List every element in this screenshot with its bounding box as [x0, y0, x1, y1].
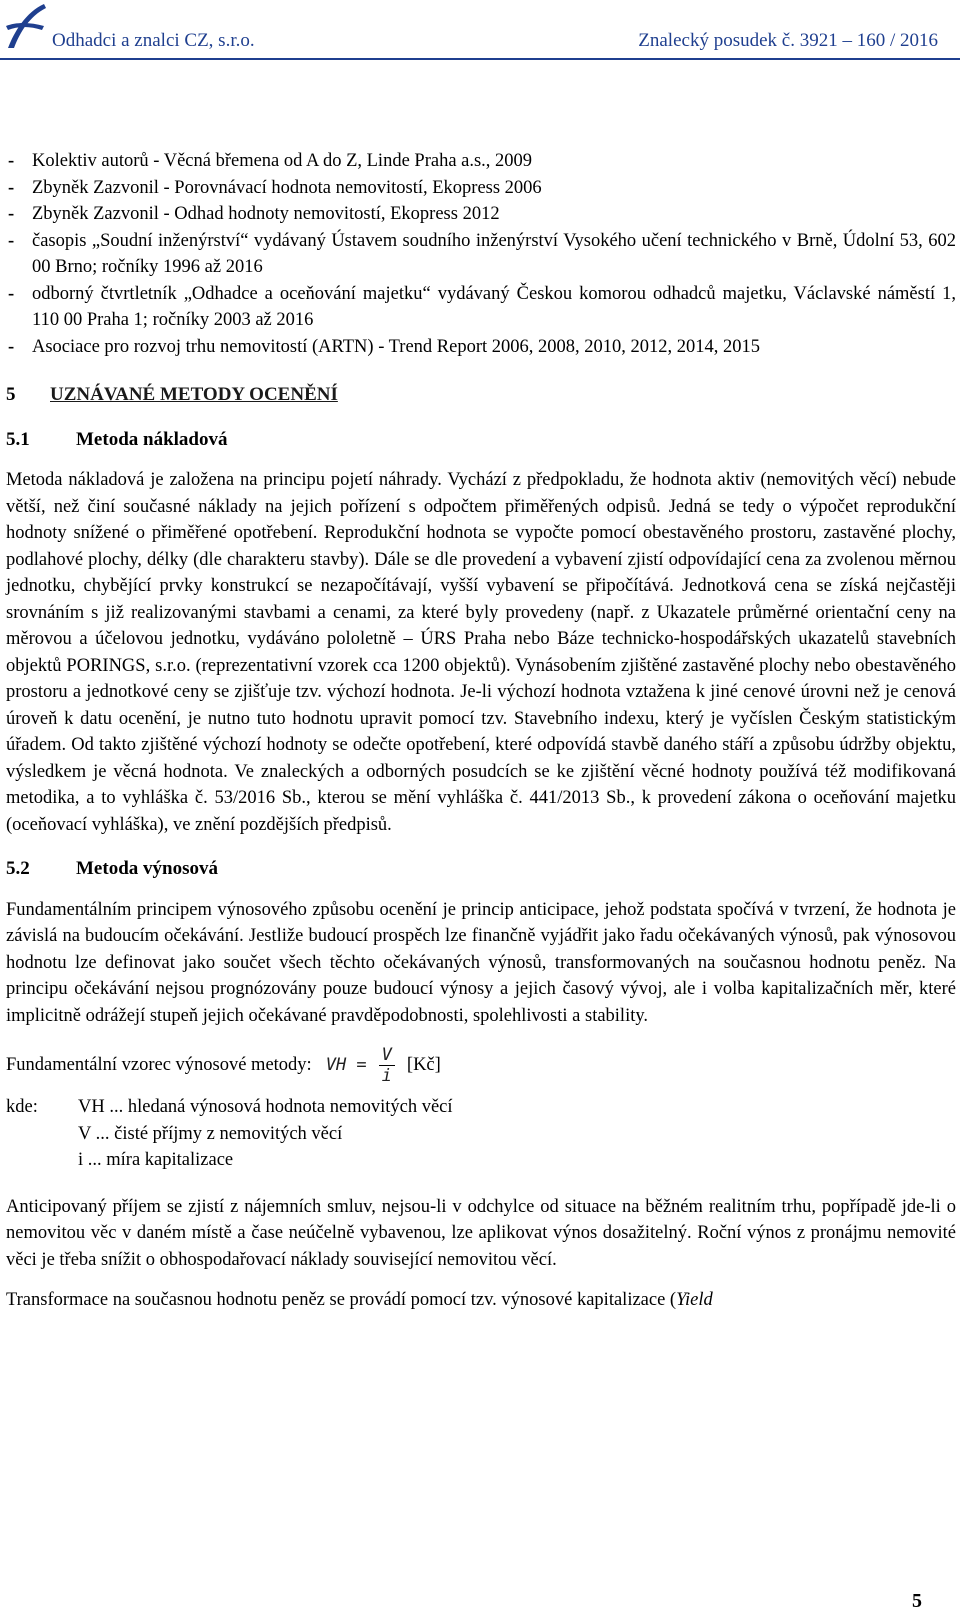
definition-text: VH ... hledaná výnosová hodnota nemovitých věcí [78, 1097, 453, 1117]
page-content [6, 148, 956, 1314]
definition-row [6, 1147, 956, 1174]
cost-method-paragraph: Metoda nákladová je založena na principu pojetí náhrady. Vychází z předpokladu, že hodnota aktiv (nemovitých věcí) nebude větší, než činí současné náklady na jejich pořízení s odpočtem přiměřených odpisů. Jedná se tedy o výpočet reprodukční hodnoty snížené o přiměřené opotřebení. Reprodukční hodnota se vypočte pomocí obestavěného prostoru, zastavěné plochy, podlahové plochy, délky (dle charakteru stavby). Dále se dle provedení a vybavení zjistí odpovídající cena za zvolenou měrnou jednotku, chybějící prvky konstrukcí se nezapočítávají, vyšší vybavení se připočítává. Jednotková cena se získá nejčastěji srovnáním s již realizovanými stavbami a cenami, za které byly provedeny (např. z Ukazatele průměrné orientační ceny na měrovou a účelovou jednotku, vydáváno pololetně – ÚRS Praha nebo Báze technicko-hospodářských ukazatelů stavebních objektů PORINGS, s.r.o. (reprezentativní vzorek cca 1200 objektů). Vynásobením zjištěné zastavěné plochy nebo obestavěného prostoru a jednotkové ceny se zjišťuje tzv. výchozí hodnota. Je-li výchozí hodnota vztažena k jiné cenové úrovni než je cenová úroveň k datu ocenění, je nutno tuto hodnotu upravit pomocí tzv. Stavebního indexu, který je vyčíslen Českým statistickým úřadem. Od takto zjištěné výchozí hodnoty se odečte opotřebení, které odpovídá stavbě daného stáří a způsobu údržby objektu, výsledkem je věcná hodnota. Ve znaleckých a odborných posudcích se ke zjištění věcné hodnoty používá též modifikovaná metodika, a to vyhláška č. 53/2016 Sb., kterou se mění vyhláška č. 441/2013 Sb., k provedení zákona o oceňování majetku (oceňovací vyhláška), ve znění pozdějších předpisů. [6, 470, 956, 835]
subsection-title: Metoda výnosová [76, 858, 218, 879]
header-document-id: Znalecký posudek č. 3921 – 160 / 2016 [638, 30, 938, 51]
reference-item: - časopis „Soudní inženýrství“ vydávaný Ústavem soudního inženýrství Vysokého učení technického v Brně, Údolní 53, 602 00 Brno; ročníky 1996 až 2016 [6, 228, 956, 281]
section-number: 5 [6, 384, 16, 405]
where-label: kde: [6, 1097, 38, 1117]
subsection-heading [6, 856, 956, 883]
definitions [6, 1094, 956, 1174]
subsection-title: Metoda nákladová [76, 428, 228, 450]
income-method-paragraph: Fundamentálním principem výnosového způsobu ocenění je princip anticipace, jehož podstata spočívá v tvrzení, že hodnota je závislá na budoucím očekávání. Jestliže budoucí prospěch lze finančně vyjádřit jako řadu očekávaných výnosů, pak výnosovou hodnotu lze definovat jako součet všech těchto očekávaných výnosů, transformovaných na současnou hodnotu peněz. Na principu očekávání nejsou prognózovány pouze budoucí výnosy a jejich časový vývoj, ale i volba kapitalizačních měr, které implicitně odrážejí stupeň jejich očekávané pravděpodobnosti, spolehlivosti a stability. [6, 899, 956, 1026]
income-paragraph-3-text: Transformace na současnou hodnotu peněz se provádí pomocí tzv. výnosové kapitalizace ( [6, 1290, 677, 1310]
header-company: Odhadci a znalci CZ, s.r.o. [52, 30, 255, 51]
formula-unit: [Kč] [406, 1055, 441, 1076]
section-title: UZNÁVANÉ METODY OCENĚNÍ [50, 384, 338, 405]
income-paragraph-2: Anticipovaný příjem se zjistí z nájemních smluv, nejsou-li v odchylce od situace na běžném realitním trhu, popřípadě jde-li o nemovitou věc v daném místě a čase neúčelně vybavenou, lze aplikovat výnos dosažitelný. Roční výnos z pronájmu nemovité věci je třeba snížit o obhospodařovací náklady související nemovitou věcí. [6, 1196, 956, 1270]
page-header [0, 0, 960, 62]
reference-item: - Zbyněk Zazvonil - Odhad hodnoty nemovitostí, Ekopress 2012 [6, 201, 956, 228]
subsection-number: 5.1 [6, 428, 30, 450]
subsection-number: 5.2 [6, 858, 30, 879]
formula-lhs: VH = [325, 1055, 367, 1076]
income-paragraph-3 [6, 1287, 956, 1314]
company-logo-icon [4, 2, 48, 50]
definition-text: i ... míra kapitalizace [78, 1150, 234, 1170]
reference-list [6, 148, 956, 360]
reference-item: - Asociace pro rozvoj trhu nemovitostí (ARTN) - Trend Report 2006, 2008, 2010, 2012, 2014, 2015 [6, 334, 956, 361]
definition-row [6, 1121, 956, 1148]
subsection-heading [6, 427, 956, 454]
formula-row [6, 1045, 956, 1086]
reference-item: - Zbyněk Zazvonil - Porovnávací hodnota nemovitostí, Ekopress 2006 [6, 175, 956, 202]
formula-numerator: V [379, 1045, 395, 1066]
header-rule [0, 58, 960, 60]
formula [326, 1045, 441, 1086]
income-paragraph-3-italic: Yield [676, 1290, 713, 1310]
section-heading [6, 382, 956, 409]
formula-label: Fundamentální vzorec výnosové metody: [6, 1055, 312, 1076]
formula-denominator: i [381, 1066, 392, 1086]
reference-item: - Kolektiv autorů - Věcná břemena od A do Z, Linde Praha a.s., 2009 [6, 148, 956, 175]
reference-item: - odborný čtvrtletník „Odhadce a oceňování majetku“ vydávaný Českou komorou odhadců majetku, Václavské náměstí 1, 110 00 Praha 1; ročníky 2003 až 2016 [6, 281, 956, 334]
page-number: 5 [912, 1590, 922, 1612]
definition-row [6, 1094, 956, 1121]
definition-text: V ... čisté příjmy z nemovitých věcí [78, 1123, 343, 1144]
formula-fraction [379, 1045, 395, 1086]
